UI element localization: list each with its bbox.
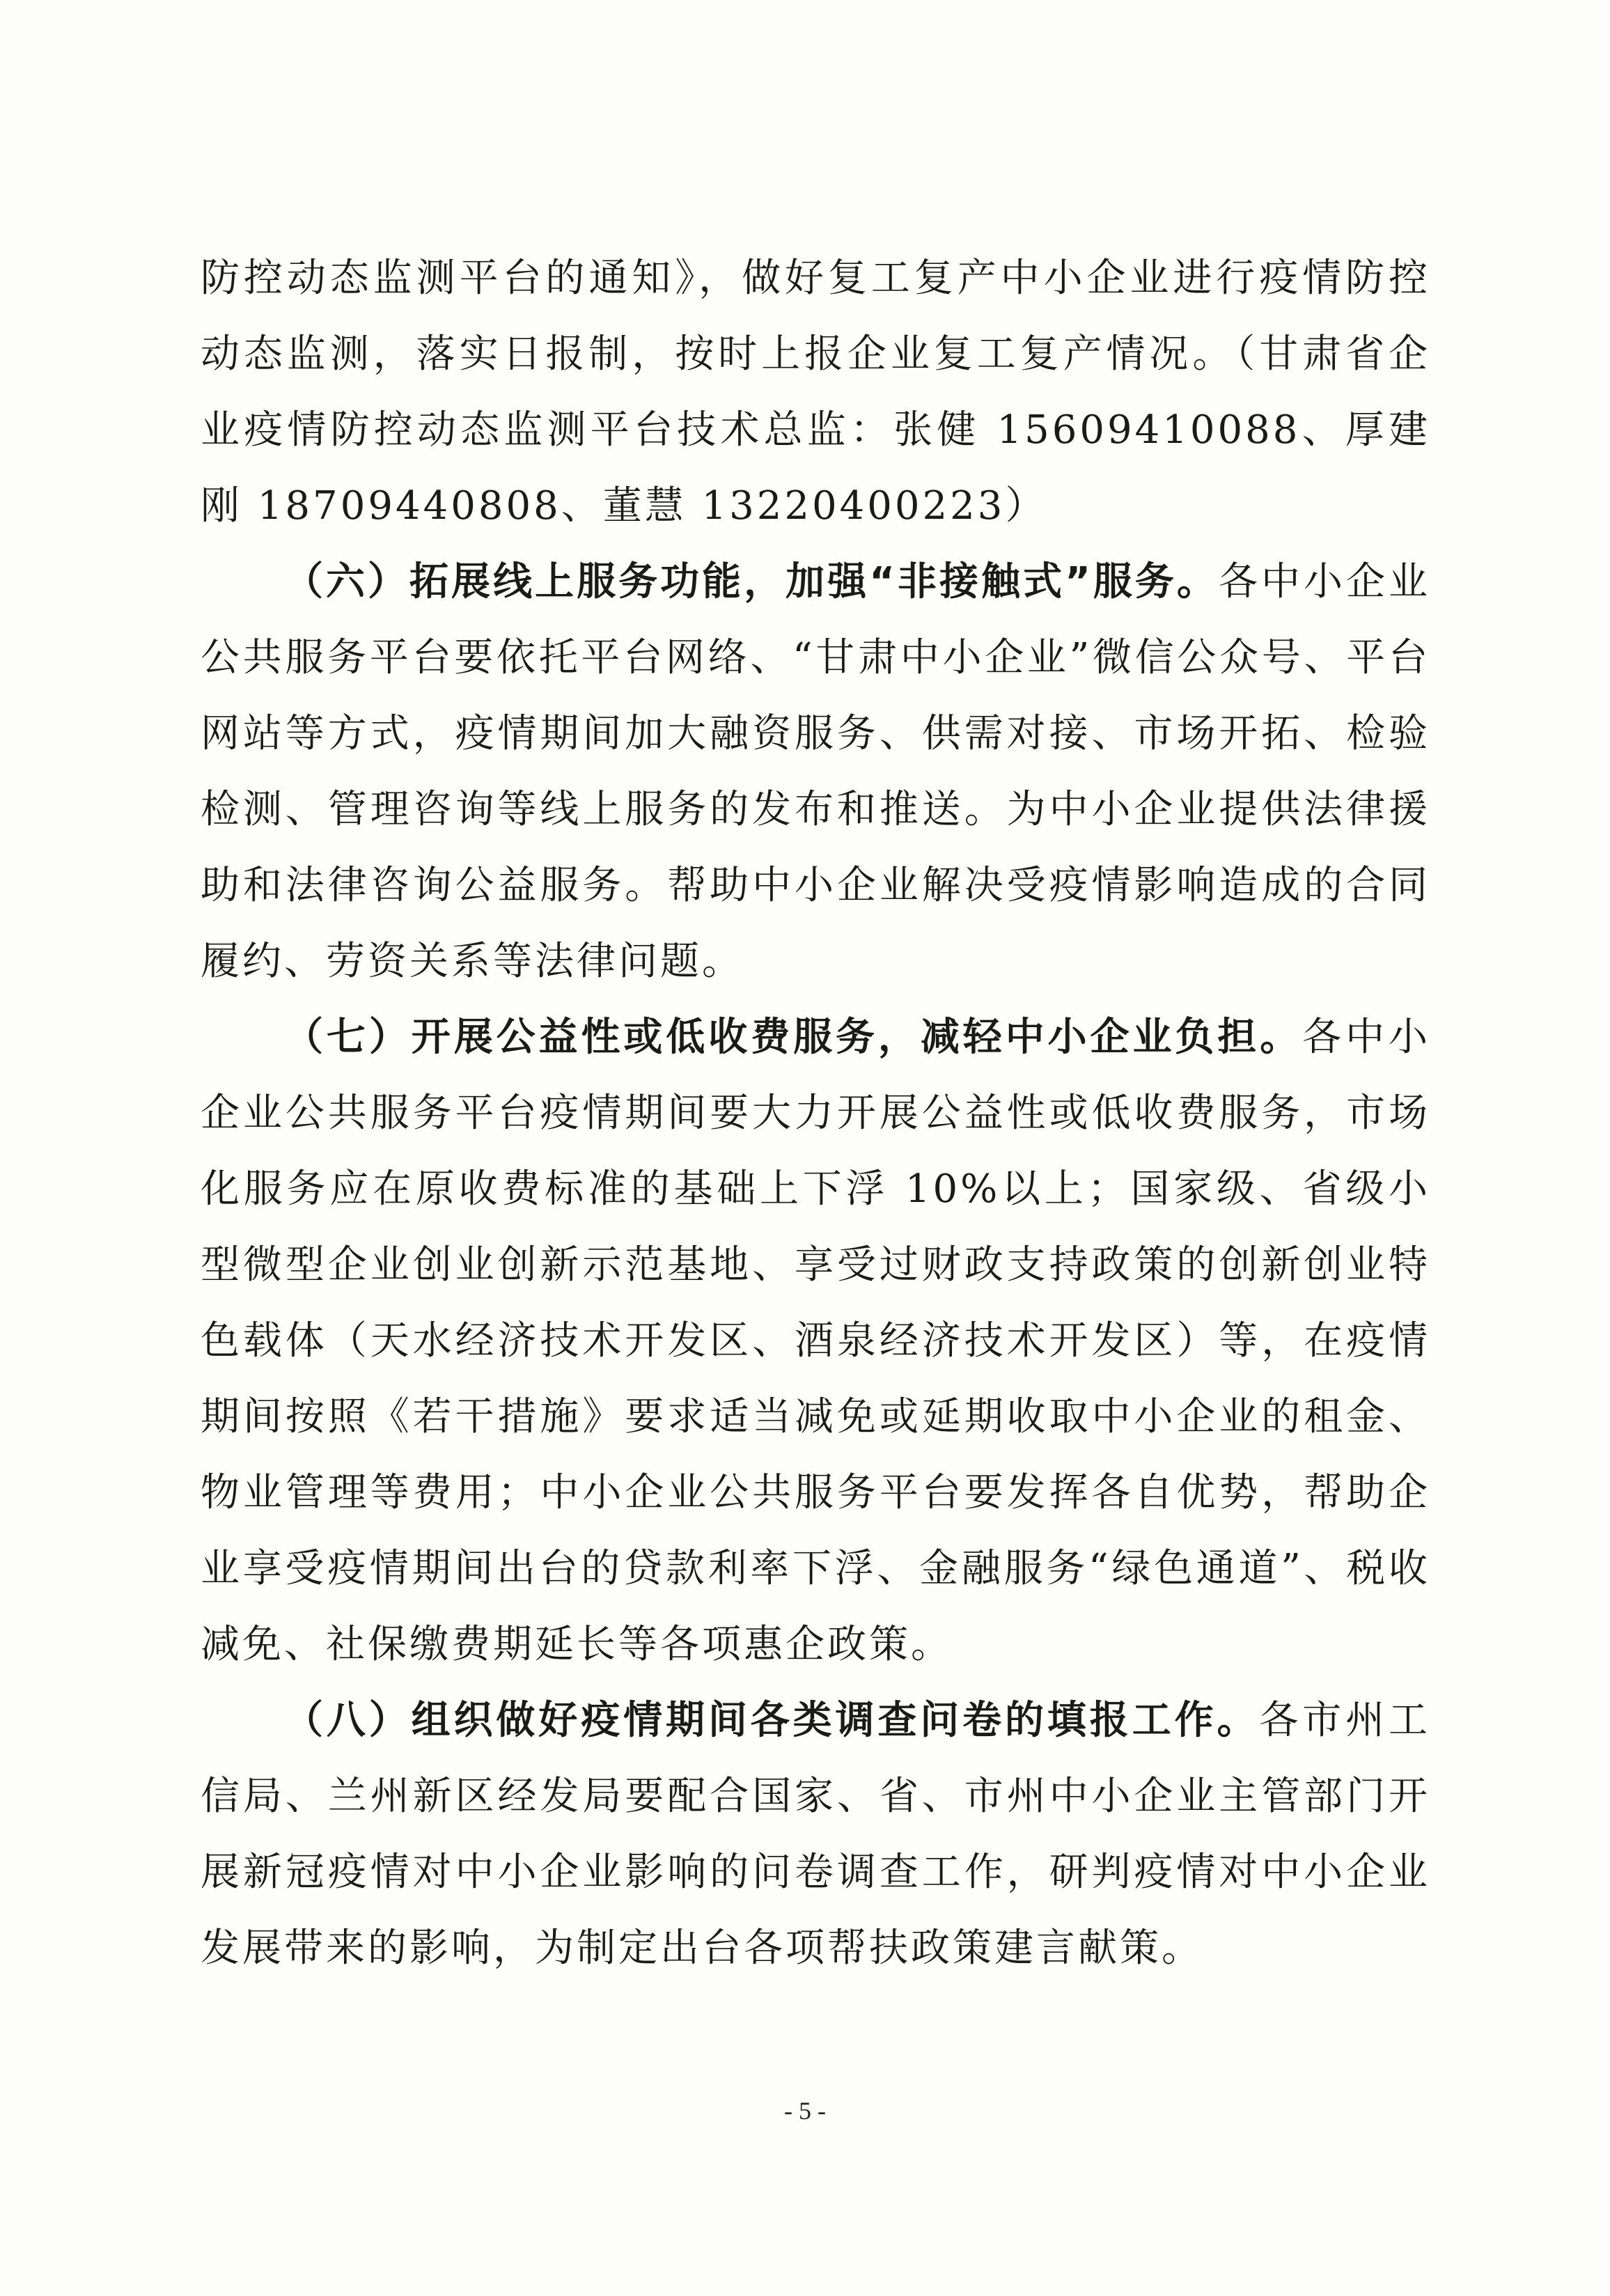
paragraph-text: 各中小企业公共服务平台疫情期间要大力开展公益性或低收费服务，市场化服务应在原收费标准的基础上下浮 10%以上；国家级、省级小型微型企业创业创新示范基地、享受过财政支持政策的创新创业特色载体（天水经济技术开发区、酒泉经济技术开发区）等，在疫情期间按照《若干措施》要求适当减免或延期收取中小企业的租金、物业管理等费用；中小企业公共服务平台要发挥各自优势，帮助企业享受疫情期间出台的贷款利率下浮、金融服务“绿色通道”、税收减免、社保缴费期延长等各项惠企政策。 — [201, 1015, 1431, 1667]
paragraph-continued — [201, 240, 1430, 544]
document-body — [201, 240, 1430, 1986]
paragraph-section-6 — [201, 544, 1430, 999]
paragraph-text: 防控动态监测平台的通知》，做好复工复产中小企业进行疫情防控动态监测，落实日报制，按时上报企业复工复产情况。（甘肃省企业疫情防控动态监测平台技术总监：张健 15609410088、厚建刚 18709440808、董慧 13220400223） — [201, 256, 1430, 529]
page-number: - 5 - — [784, 2097, 826, 2125]
paragraph-text: 各市州工信局、兰州新区经发局要配合国家、省、市州中小企业主管部门开展新冠疫情对中小企业影响的问卷调查工作，研判疫情对中小企业发展带来的影响，为制定出台各项帮扶政策建言献策。 — [201, 1698, 1431, 1971]
paragraph-section-7 — [201, 999, 1430, 1682]
section-heading: （七）开展公益性或低收费服务，减轻中小企业负担。 — [284, 1015, 1303, 1060]
paragraph-section-8 — [201, 1682, 1430, 1986]
section-heading: （八）组织做好疫情期间各类调查问卷的填报工作。 — [284, 1698, 1260, 1743]
section-heading: （六）拓展线上服务功能，加强“非接触式”服务。 — [284, 559, 1219, 604]
paragraph-text: 各中小企业公共服务平台要依托平台网络、“甘肃中小企业”微信公众号、平台网站等方式，疫情期间加大融资服务、供需对接、市场开拓、检验检测、管理咨询等线上服务的发布和推送。为中小企业提供法律援助和法律咨询公益服务。帮助中小企业解决受疫情影响造成的合同履约、劳资关系等法律问题。 — [201, 559, 1431, 984]
